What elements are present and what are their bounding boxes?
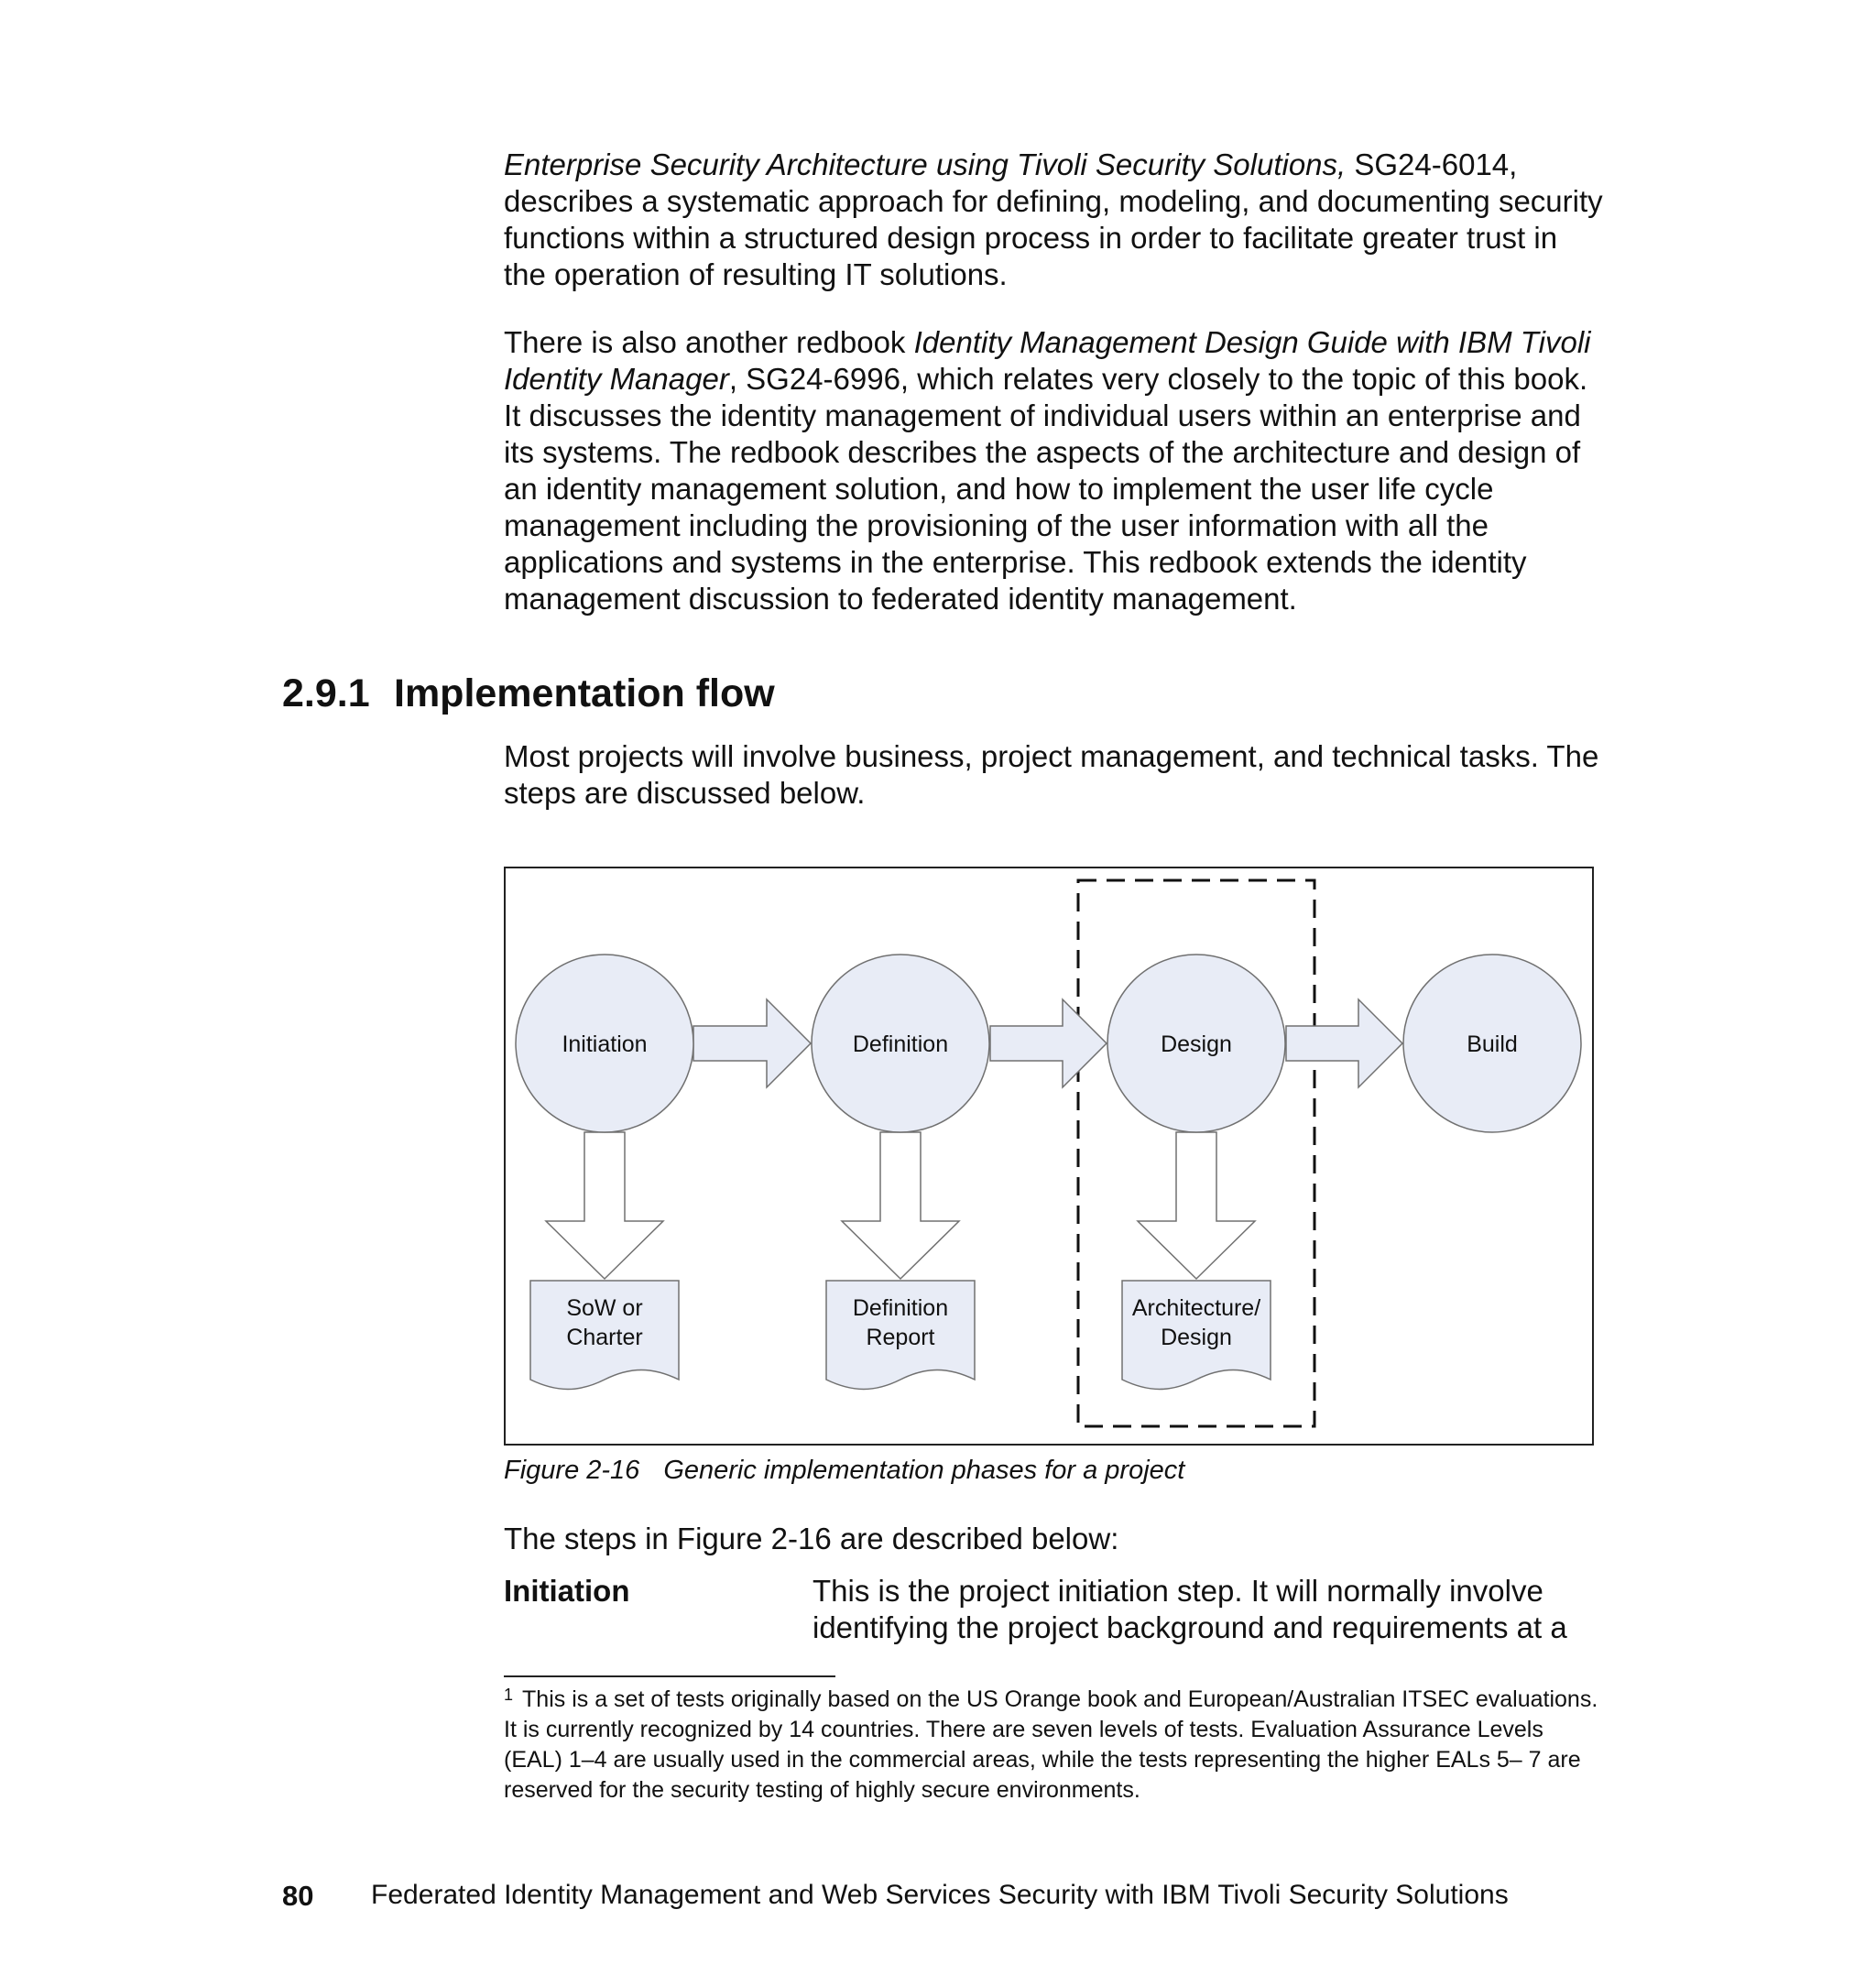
section-heading bbox=[282, 671, 775, 716]
paragraph-text: There is also another redbook bbox=[504, 325, 914, 359]
phase-label-definition: Definition bbox=[852, 1031, 949, 1057]
footnote-text: This is a set of tests originally based on the US Orange book and European/Australian ITSEC evaluations. It is currently recognized by 14 countries. There are seven levels of tests. Evaluation Assurance Levels (EAL) 1–4 are usually used in the commercial areas, while the tests representing the higher EALs 5– 7 are reserved for the security testing of highly secure environments. bbox=[504, 1686, 1598, 1803]
paragraph-identity-guide bbox=[504, 324, 1603, 617]
document-label-line2: Report bbox=[866, 1325, 935, 1350]
footnote-marker: 1 bbox=[504, 1686, 514, 1704]
definition-description-initiation: This is the project initiation step. It will normally involve identifying the project background and requirements at a bbox=[813, 1574, 1567, 1644]
document-label-line2: Charter bbox=[566, 1325, 643, 1350]
footnote bbox=[504, 1680, 1603, 1806]
figure-caption bbox=[504, 1456, 1184, 1486]
paragraph-security-architecture bbox=[504, 147, 1603, 293]
figure-caption-text: Generic implementation phases for a project bbox=[663, 1456, 1185, 1485]
phase-label-design: Design bbox=[1161, 1031, 1232, 1057]
document-label-line2: Design bbox=[1161, 1325, 1232, 1350]
document-label-line1: Architecture/ bbox=[1131, 1295, 1261, 1321]
definition-term-initiation: Initiation bbox=[504, 1574, 630, 1608]
phase-label-build: Build bbox=[1467, 1031, 1518, 1057]
implementation-flow-diagram bbox=[504, 867, 1594, 1446]
phase-label-initiation: Initiation bbox=[562, 1031, 648, 1057]
book-title-idm: Identity Management Design Guide with IBM Tivoli Identity Manager bbox=[504, 325, 1591, 396]
steps-intro: The steps in Figure 2-16 are described below: bbox=[504, 1522, 1119, 1555]
document-label-line1: Definition bbox=[852, 1295, 949, 1321]
footnote-separator bbox=[504, 1675, 835, 1677]
section-title: Implementation flow bbox=[394, 671, 775, 715]
section-intro: Most projects will involve business, project management, and technical tasks. The steps are discussed below. bbox=[504, 739, 1599, 810]
book-title-esa: Enterprise Security Architecture using Tivoli Security Solutions, bbox=[504, 147, 1347, 181]
section-number: 2.9.1 bbox=[282, 671, 370, 715]
document-label-line1: SoW or bbox=[566, 1295, 643, 1321]
paragraph-text: SG24-6014, describes a systematic approach for defining, modeling, and documenting security functions within a structured design process in order to facilitate greater trust in the operation of resulting IT solutions. bbox=[504, 147, 1603, 291]
running-title: Federated Identity Management and Web Services Security with IBM Tivoli Security Solutions bbox=[371, 1880, 1509, 1910]
figure-caption-number: Figure 2-16 bbox=[504, 1456, 640, 1485]
page-number: 80 bbox=[282, 1880, 314, 1912]
paragraph-text: , SG24-6996, which relates very closely to the topic of this book. It discusses the identity management of individual users within an enterprise and its systems. The redbook describes the aspects of the architecture and design of an identity management solution, and how to implement the user life cycle management including the provisioning of the user information with all the applications and systems in the enterprise. This redbook extends the identity management discussion to federated identity management. bbox=[504, 362, 1588, 616]
